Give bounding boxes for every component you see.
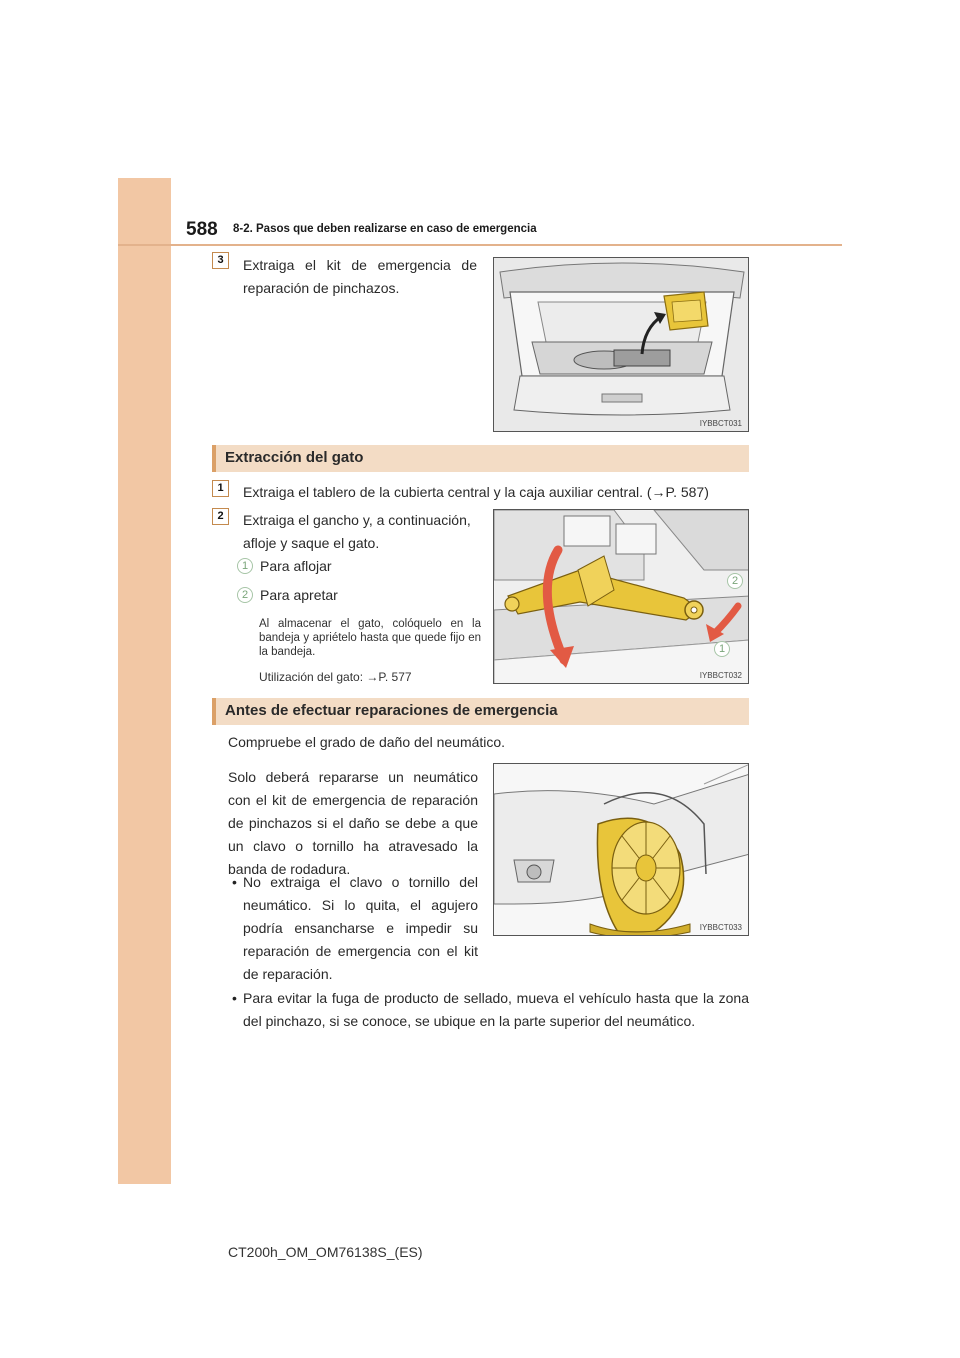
page-margin-band bbox=[118, 178, 171, 1184]
section-bar-repair bbox=[212, 698, 749, 725]
item-label-loosen: Para aflojar bbox=[260, 558, 332, 574]
section-title-repair: Antes de efectuar reparaciones de emergencia bbox=[225, 702, 558, 719]
item-marker-1: 1 bbox=[237, 558, 253, 574]
step-3-text: Extraiga el kit de emergencia de reparación de pinchazos. bbox=[243, 257, 477, 296]
repair-bullet-1: No extraiga el clavo o tornillo del neumático. Si lo quita, el agujero podría ensancharse e impedir su reparación de emergencia con el kit de reparación. bbox=[243, 874, 478, 982]
jack-storage-note: Al almacenar el gato, colóquelo en la bandeja y apriételo hasta que quede fijo en la bandeja. bbox=[259, 618, 481, 658]
figure-marker-2: 2 bbox=[727, 573, 743, 589]
step-2-marker: 2 bbox=[212, 508, 229, 525]
tire-figure bbox=[493, 763, 749, 936]
header-rule bbox=[118, 244, 842, 246]
trunk-figure bbox=[493, 257, 749, 432]
step-3-marker: 3 bbox=[212, 252, 229, 269]
jack-illustration bbox=[494, 510, 749, 684]
tire-illustration bbox=[494, 764, 749, 936]
section-bar-jack bbox=[212, 445, 749, 472]
step-2-text: Extraiga el gancho y, a continuación, afloje y saque el gato. bbox=[243, 512, 471, 551]
repair-paragraph: Solo deberá repararse un neumático con el kit de emergencia de reparación de pinchazos si el daño se debe a que un clavo o tornillo ha atravesado la banda de rodadura. bbox=[228, 769, 478, 877]
document-code: CT200h_OM_OM76138S_(ES) bbox=[228, 1244, 423, 1260]
figure-code: IYBBCT032 bbox=[699, 671, 742, 680]
item-marker-2: 2 bbox=[237, 587, 253, 603]
figure-code: IYBBCT033 bbox=[699, 923, 742, 932]
item-label-tighten: Para apretar bbox=[260, 587, 338, 603]
step-1-text: Extraiga el tablero de la cubierta central y la caja auxiliar central. (→P. 587) bbox=[243, 484, 709, 500]
figure-marker-1: 1 bbox=[714, 641, 730, 657]
bullet-dot-2: • bbox=[232, 990, 237, 1006]
repair-intro: Compruebe el grado de daño del neumático. bbox=[228, 734, 506, 750]
page-number: 588 bbox=[186, 219, 218, 240]
section-title-jack: Extracción del gato bbox=[225, 449, 364, 466]
bullet-dot-1: • bbox=[232, 874, 237, 890]
figure-code: IYBBCT031 bbox=[699, 419, 742, 428]
repair-bullet-2: Para evitar la fuga de producto de sellado, mueva el vehículo hasta que la zona del pinchazo, si se conoce, se ubique en la parte superior del neumático. bbox=[243, 990, 749, 1029]
jack-figure bbox=[493, 509, 749, 684]
running-section-title: 8-2. Pasos que deben realizarse en caso de emergencia bbox=[233, 223, 537, 235]
trunk-illustration bbox=[494, 258, 749, 432]
jack-usage-reference: Utilización del gato: →P. 577 bbox=[259, 670, 412, 684]
step-1-marker: 1 bbox=[212, 480, 229, 497]
